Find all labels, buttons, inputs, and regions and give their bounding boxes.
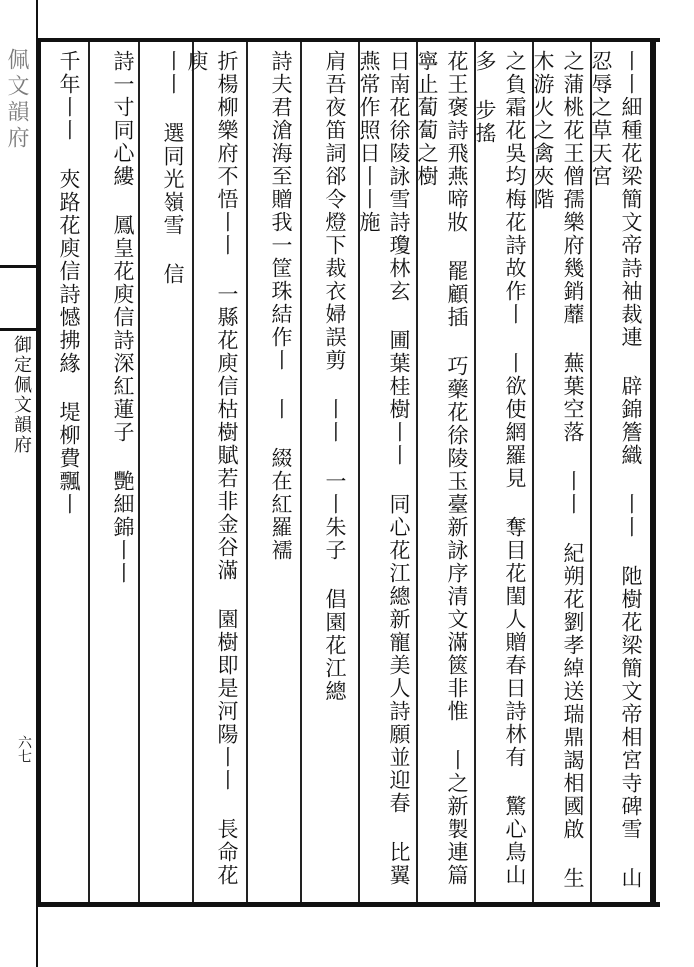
text-column-6: 肩吾夜笛詞郤令燈下裁衣婦誤剪 丨丨 一丨朱子 倡園花江總 — [323, 50, 347, 703]
text-column-10: 詩一寸同心縷 鳳皇花庾信詩深紅蓮子 艷細錦丨丨 — [111, 50, 135, 585]
text-column-5: 日南花徐陵詠雪詩瓊林玄 圃葉桂樹丨丨 同心花江總新寵美人詩願並迎春 比翼燕常作照日丨丨施 — [357, 50, 411, 887]
column-divider — [474, 42, 476, 902]
text-column-9: 丨丨 選同光嶺雪 信 — [161, 50, 185, 286]
book-title: 御定佩文韻府 — [11, 335, 32, 455]
text-column-11: 千年丨丨 夾路花庾信詩憾拂緣 堤柳費飄丨 — [57, 50, 81, 516]
frame-top-rule — [40, 38, 660, 42]
frame-left-rule — [38, 38, 41, 907]
frame-bottom-rule — [40, 902, 660, 907]
text-column-8: 折楊柳樂府不悟丨丨 一縣花庾信枯樹賦若非金谷滿 園樹即是河陽丨丨 長命花庾 — [185, 50, 239, 887]
margin-notch — [0, 265, 40, 331]
running-title: 佩文韻府 — [4, 48, 29, 152]
column-divider — [246, 42, 248, 902]
column-divider — [192, 42, 194, 902]
column-divider — [88, 42, 90, 902]
text-column-4: 花王褒詩飛燕啼妝 罷顧插 巧藥花徐陵玉臺新詠序清文滿篋非惟 丨之新製連篇寧止蔔蔔之樹 — [415, 50, 469, 887]
column-divider — [138, 42, 140, 902]
text-column-1: 丨丨細種花梁簡文帝詩袖裁連 辟錦簷織 丨丨 阤樹花梁簡文帝相宮寺碑雪 山忍辱之草天宮 — [589, 50, 643, 890]
column-divider — [300, 42, 302, 902]
page-number: 六七 — [16, 735, 32, 763]
frame-right-rule — [650, 38, 656, 907]
text-column-7: 詩夫君滄海至贈我一筐珠結作丨 丨 綴在紅羅襦 — [269, 50, 293, 562]
text-column-3: 之負霜花吳均梅花詩故作丨 丨欲使網羅見 奪目花閨人贈春日詩林有 驚心鳥山多 步搖 — [473, 50, 527, 887]
text-column-2: 之蒲桃花王僧孺樂府幾銷蘼 蕪葉空落 丨丨 紀朔花劉孝綽送瑞鼎謁相國啟 生木游火之禽夾階 — [531, 50, 585, 890]
